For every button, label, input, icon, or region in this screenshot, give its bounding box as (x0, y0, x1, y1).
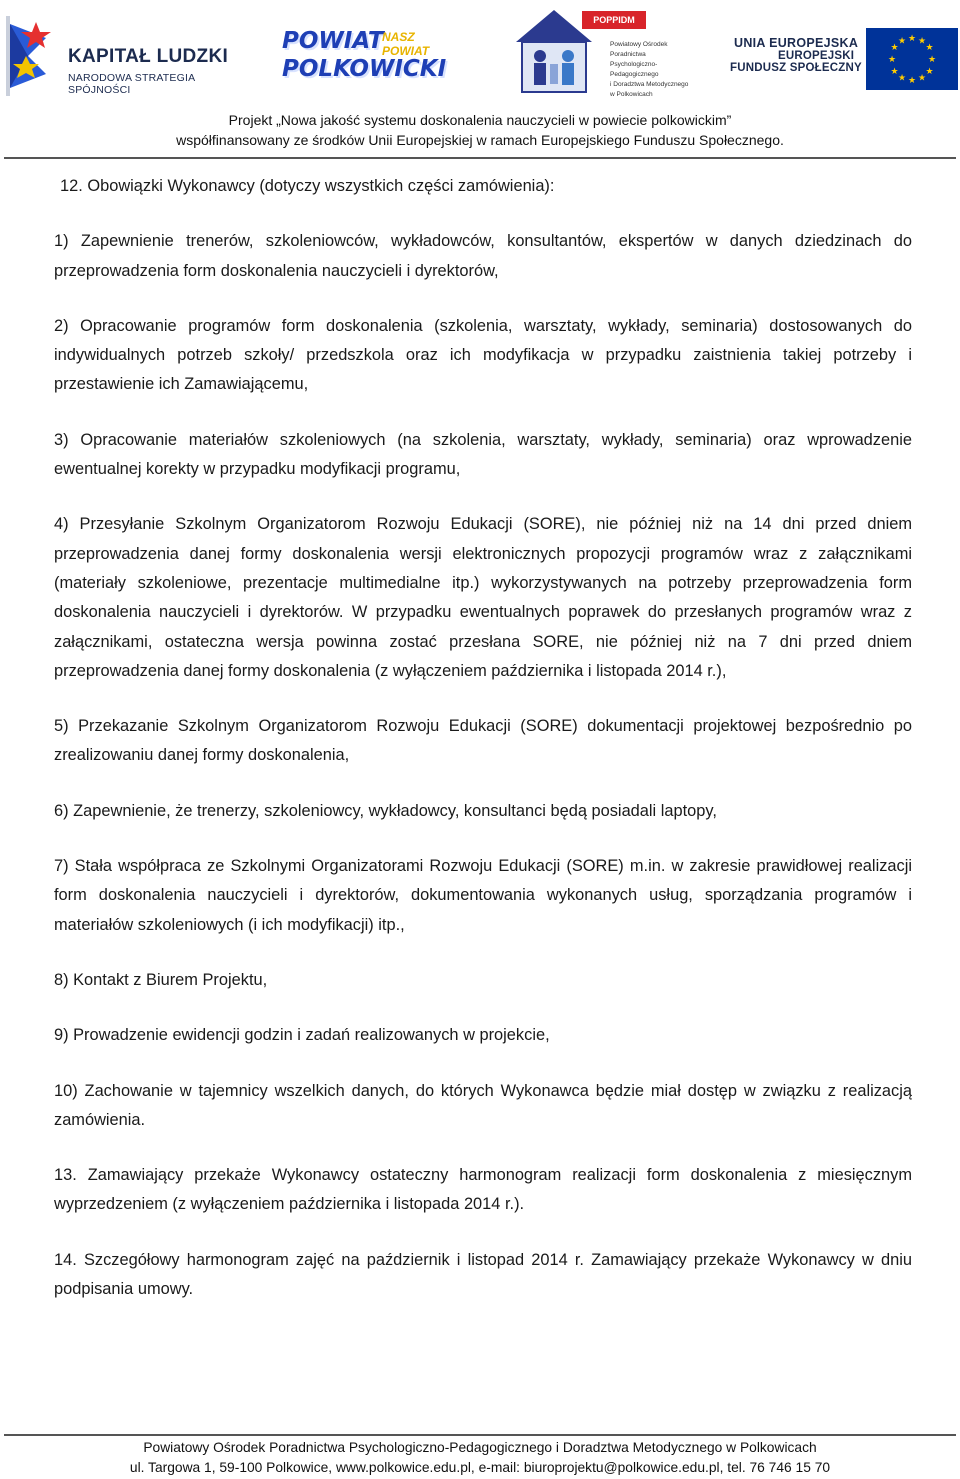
svg-text:★: ★ (897, 73, 907, 84)
section-14: 14. Szczegółowy harmonogram zajęć na październik i listopad 2014 r. Zamawiający przekaże Wykonawcy w dniu podpisania umowy. (54, 1250, 912, 1299)
footer-divider (4, 1434, 956, 1436)
page-header (0, 0, 960, 160)
obligation-item-6: 6) Zapewnienie, że trenerzy, szkoleniowcy, wykładowcy, konsultanci będą posiadali laptopy, (54, 801, 717, 820)
section-13: 13. Zamawiający przekaże Wykonawcy ostateczny harmonogram realizacji form doskonalenia z miesięcznym wyprzedzeniem (z wyłączeniem października i listopada 2014 r.). (54, 1166, 912, 1214)
obligation-item-4: 4) Przesyłanie Szkolnym Organizatorom Rozwoju Edukacji (SORE), nie później niż na 14 dni przed dniem przeprowadzenia danej formy doskonalenia wersji elektronicznych propozycji programów wraz z załącznikami (materiały szkoleniowe, prezentacje multimedialne itp.) wykorzystywanych na potrzeby przeprowadzenia form doskonalenia nauczycieli i dyrektorów. W przypadku ewentualnych poprawek do przesłanych programów wraz z załącznikami, ostateczna wersja powinna zostać przesłana SORE, nie później niż na 7 dni przed dniem przeprowadzenia danej formy doskonalenia (z wyłączeniem października i listopada 2014 r.), (54, 515, 912, 680)
eu-logo-text (730, 36, 862, 74)
powiat-logo-line2: POLKOWICKI (282, 56, 447, 82)
obligation-item-1: 1) Zapewnienie trenerów, szkoleniowców, wykładowców, konsultantów, ekspertów w danych dziedzinach do przeprowadzenia form doskonalenia nauczycieli i dyrektorów, (54, 232, 912, 280)
powiat-polkowicki-logo (278, 26, 447, 86)
svg-text:★: ★ (890, 67, 899, 77)
obligation-item-3: 3) Opracowanie materiałów szkoleniowych (na szkolenia, warsztaty, wykłady, seminaria) oraz wprowadzenie ewentualnej korekty w przypadku modyfikacji programu, (54, 430, 912, 479)
poppidm-caption (610, 40, 692, 100)
section-12-title: 12. Obowiązki Wykonawcy (dotyczy wszystkich części zamówienia): (60, 177, 555, 195)
powiat-logo-powiat-small: POWIAT (382, 44, 430, 58)
powiat-logo-line1: POWIAT (282, 28, 384, 54)
poppidm-caption-line: Psychologiczno-Pedagogicznego (610, 61, 659, 78)
eu-flag-icon (866, 28, 958, 90)
eu-logo-line3: FUNDUSZ SPOŁECZNY (730, 62, 862, 74)
svg-text:★: ★ (925, 43, 934, 53)
project-title: Projekt „Nowa jakość systemu doskonalenia nauczycieli w powiecie polkowickim” (228, 112, 732, 128)
svg-text:★: ★ (887, 55, 897, 65)
kapital-ludzki-title: KAPITAŁ LUDZKI (68, 46, 229, 67)
project-info (0, 110, 960, 150)
eu-logo-line1: UNIA EUROPEJSKA (734, 36, 859, 50)
obligation-item-2: 2) Opracowanie programów form doskonalenia (szkolenia, warsztaty, wykłady, seminaria) dostosowanych do indywidualnych potrzeb szkoły/ przedszkola oraz ich modyfikacja w przypadku zaistnienia takiej potrzeby i przestawienie ich Zamawiającemu, (54, 316, 912, 394)
kapital-ludzki-emblem-icon (6, 16, 62, 96)
obligation-item-5: 5) Przekazanie Szkolnym Organizatorom Rozwoju Edukacji (SORE) dokumentacji projektowej bezpośrednio po zrealizowaniu danej formy doskonalenia, (54, 717, 912, 765)
svg-text:★: ★ (897, 36, 907, 47)
obligation-item-10: 10) Zachowanie w tajemnicy wszelkich danych, do których Wykonawca będzie miał dostęp w związku z realizacją zamówienia. (54, 1081, 912, 1129)
svg-text:★: ★ (927, 55, 937, 65)
svg-text:★: ★ (890, 43, 899, 53)
footer-contact: ul. Targowa 1, 59-100 Polkowice, www.polkowice.edu.pl, e-mail: biuroprojektu@polkowice.edu.pl, tel. 76 746 15 70 (129, 1460, 831, 1475)
svg-text:★: ★ (907, 34, 917, 44)
poppidm-logo (502, 2, 692, 98)
powiat-logo-nasz: NASZ (382, 30, 415, 44)
poppidm-caption-line: i Doradztwa Metodycznego (610, 81, 689, 88)
svg-text:★: ★ (925, 67, 934, 77)
kapital-ludzki-logo (6, 16, 256, 96)
header-divider (4, 157, 956, 159)
obligation-item-9: 9) Prowadzenie ewidencji godzin i zadań realizowanych w projekcie, (54, 1026, 550, 1045)
eu-logo-line2: EUROPEJSKI (778, 50, 855, 62)
poppidm-badge: POPPIDM (582, 11, 646, 29)
svg-text:★: ★ (907, 76, 917, 86)
kapital-ludzki-subtitle: NARODOWA STRATEGIA SPÓJNOŚCI (68, 72, 195, 96)
page-footer (0, 1438, 960, 1478)
document-body (54, 172, 912, 1304)
svg-text:★: ★ (917, 73, 927, 84)
project-funding: współfinansowany ze środków Unii Europejskiej w ramach Europejskiego Funduszu Społecznego. (176, 132, 784, 148)
poppidm-caption-line: w Polkowicach (610, 91, 653, 98)
poppidm-caption-line: Powiatowy Ośrodek Poradnictwa (610, 41, 668, 58)
footer-institution: Powiatowy Ośrodek Poradnictwa Psychologiczno-Pedagogicznego i Doradztwa Metodycznego w Polkowicach (143, 1440, 817, 1455)
obligation-item-8: 8) Kontakt z Biurem Projektu, (54, 970, 268, 989)
svg-text:★: ★ (917, 36, 927, 47)
obligation-item-7: 7) Stała współpraca ze Szkolnymi Organizatorami Rozwoju Edukacji (SORE) m.in. w zakresie prawidłowej realizacji form doskonalenia nauczycieli i dyrektorów, dokumentowania wykonanych usług, sporządzania programów i materiałów szkoleniowych (i ich modyfikacji) itp., (54, 857, 912, 934)
